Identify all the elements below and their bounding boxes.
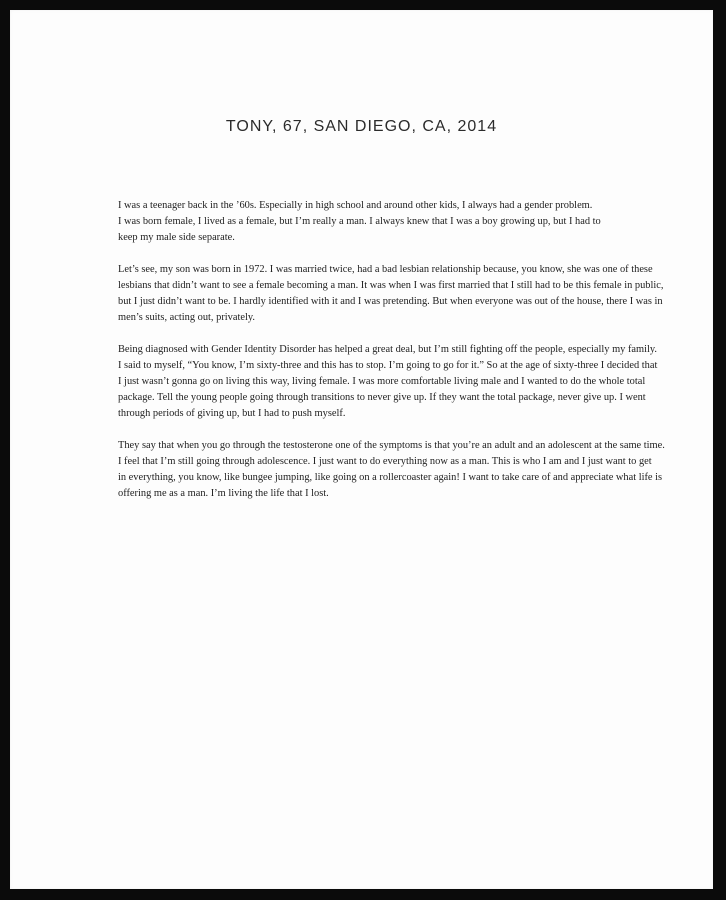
text-line: package. Tell the young people going through transitions to never give up. If they want the total package, never give up. I went [118,392,646,403]
text-line: They say that when you go through the testosterone one of the symptoms is that you’re an adult and an adolescent at the same time. [118,440,665,451]
paper-sheet [10,10,713,889]
text-line: men’s suits, acting out, privately. [118,312,255,323]
text-line: in everything, you know, like bungee jumping, like going on a rollercoaster again! I want to take care of and appreciate what life is [118,472,663,483]
text-line: I was a teenager back in the ’60s. Especially in high school and around other kids, I always had a gender problem. [118,200,593,211]
paragraph-3 [118,342,658,422]
paragraph-4 [118,438,665,502]
text-line: Let’s see, my son was born in 1972. I was married twice, had a bad lesbian relationship because, you know, she was one of these [118,264,653,275]
text-line: through periods of giving up, but I had to push myself. [118,408,346,419]
text-line: I just wasn’t gonna go on living this way, living female. I was more comfortable living male and I wanted to do the whole total [118,376,646,387]
text-line: lesbians that didn’t want to see a female becoming a man. It was when I was first married that I still had to be this female in public, [118,280,664,291]
body-text [118,198,665,518]
paragraph-1 [118,198,628,246]
text-line: I was born female, I lived as a female, but I’m really a man. I always knew that I was a boy growing up, but I had to [118,216,601,227]
text-line: I feel that I’m still going through adolescence. I just want to do everything now as a man. This is who I am and I just want to get [118,456,652,467]
page-title: TONY, 67, SAN DIEGO, CA, 2014 [225,118,498,135]
text-line: but I just didn’t want to be. I hardly identified with it and I was pretending. But when everyone was out of the house, there I was in [118,296,663,307]
text-line: I said to myself, “You know, I’m sixty-three and this has to stop. I’m going to go for it.” So at the age of sixty-three I decided that [118,360,658,371]
text-line: offering me as a man. I’m living the life that I lost. [118,488,329,499]
text-line: Being diagnosed with Gender Identity Disorder has helped a great deal, but I’m still fighting off the people, especially my family. [118,344,658,355]
text-line: keep my male side separate. [118,232,235,243]
paragraph-2 [118,262,664,326]
